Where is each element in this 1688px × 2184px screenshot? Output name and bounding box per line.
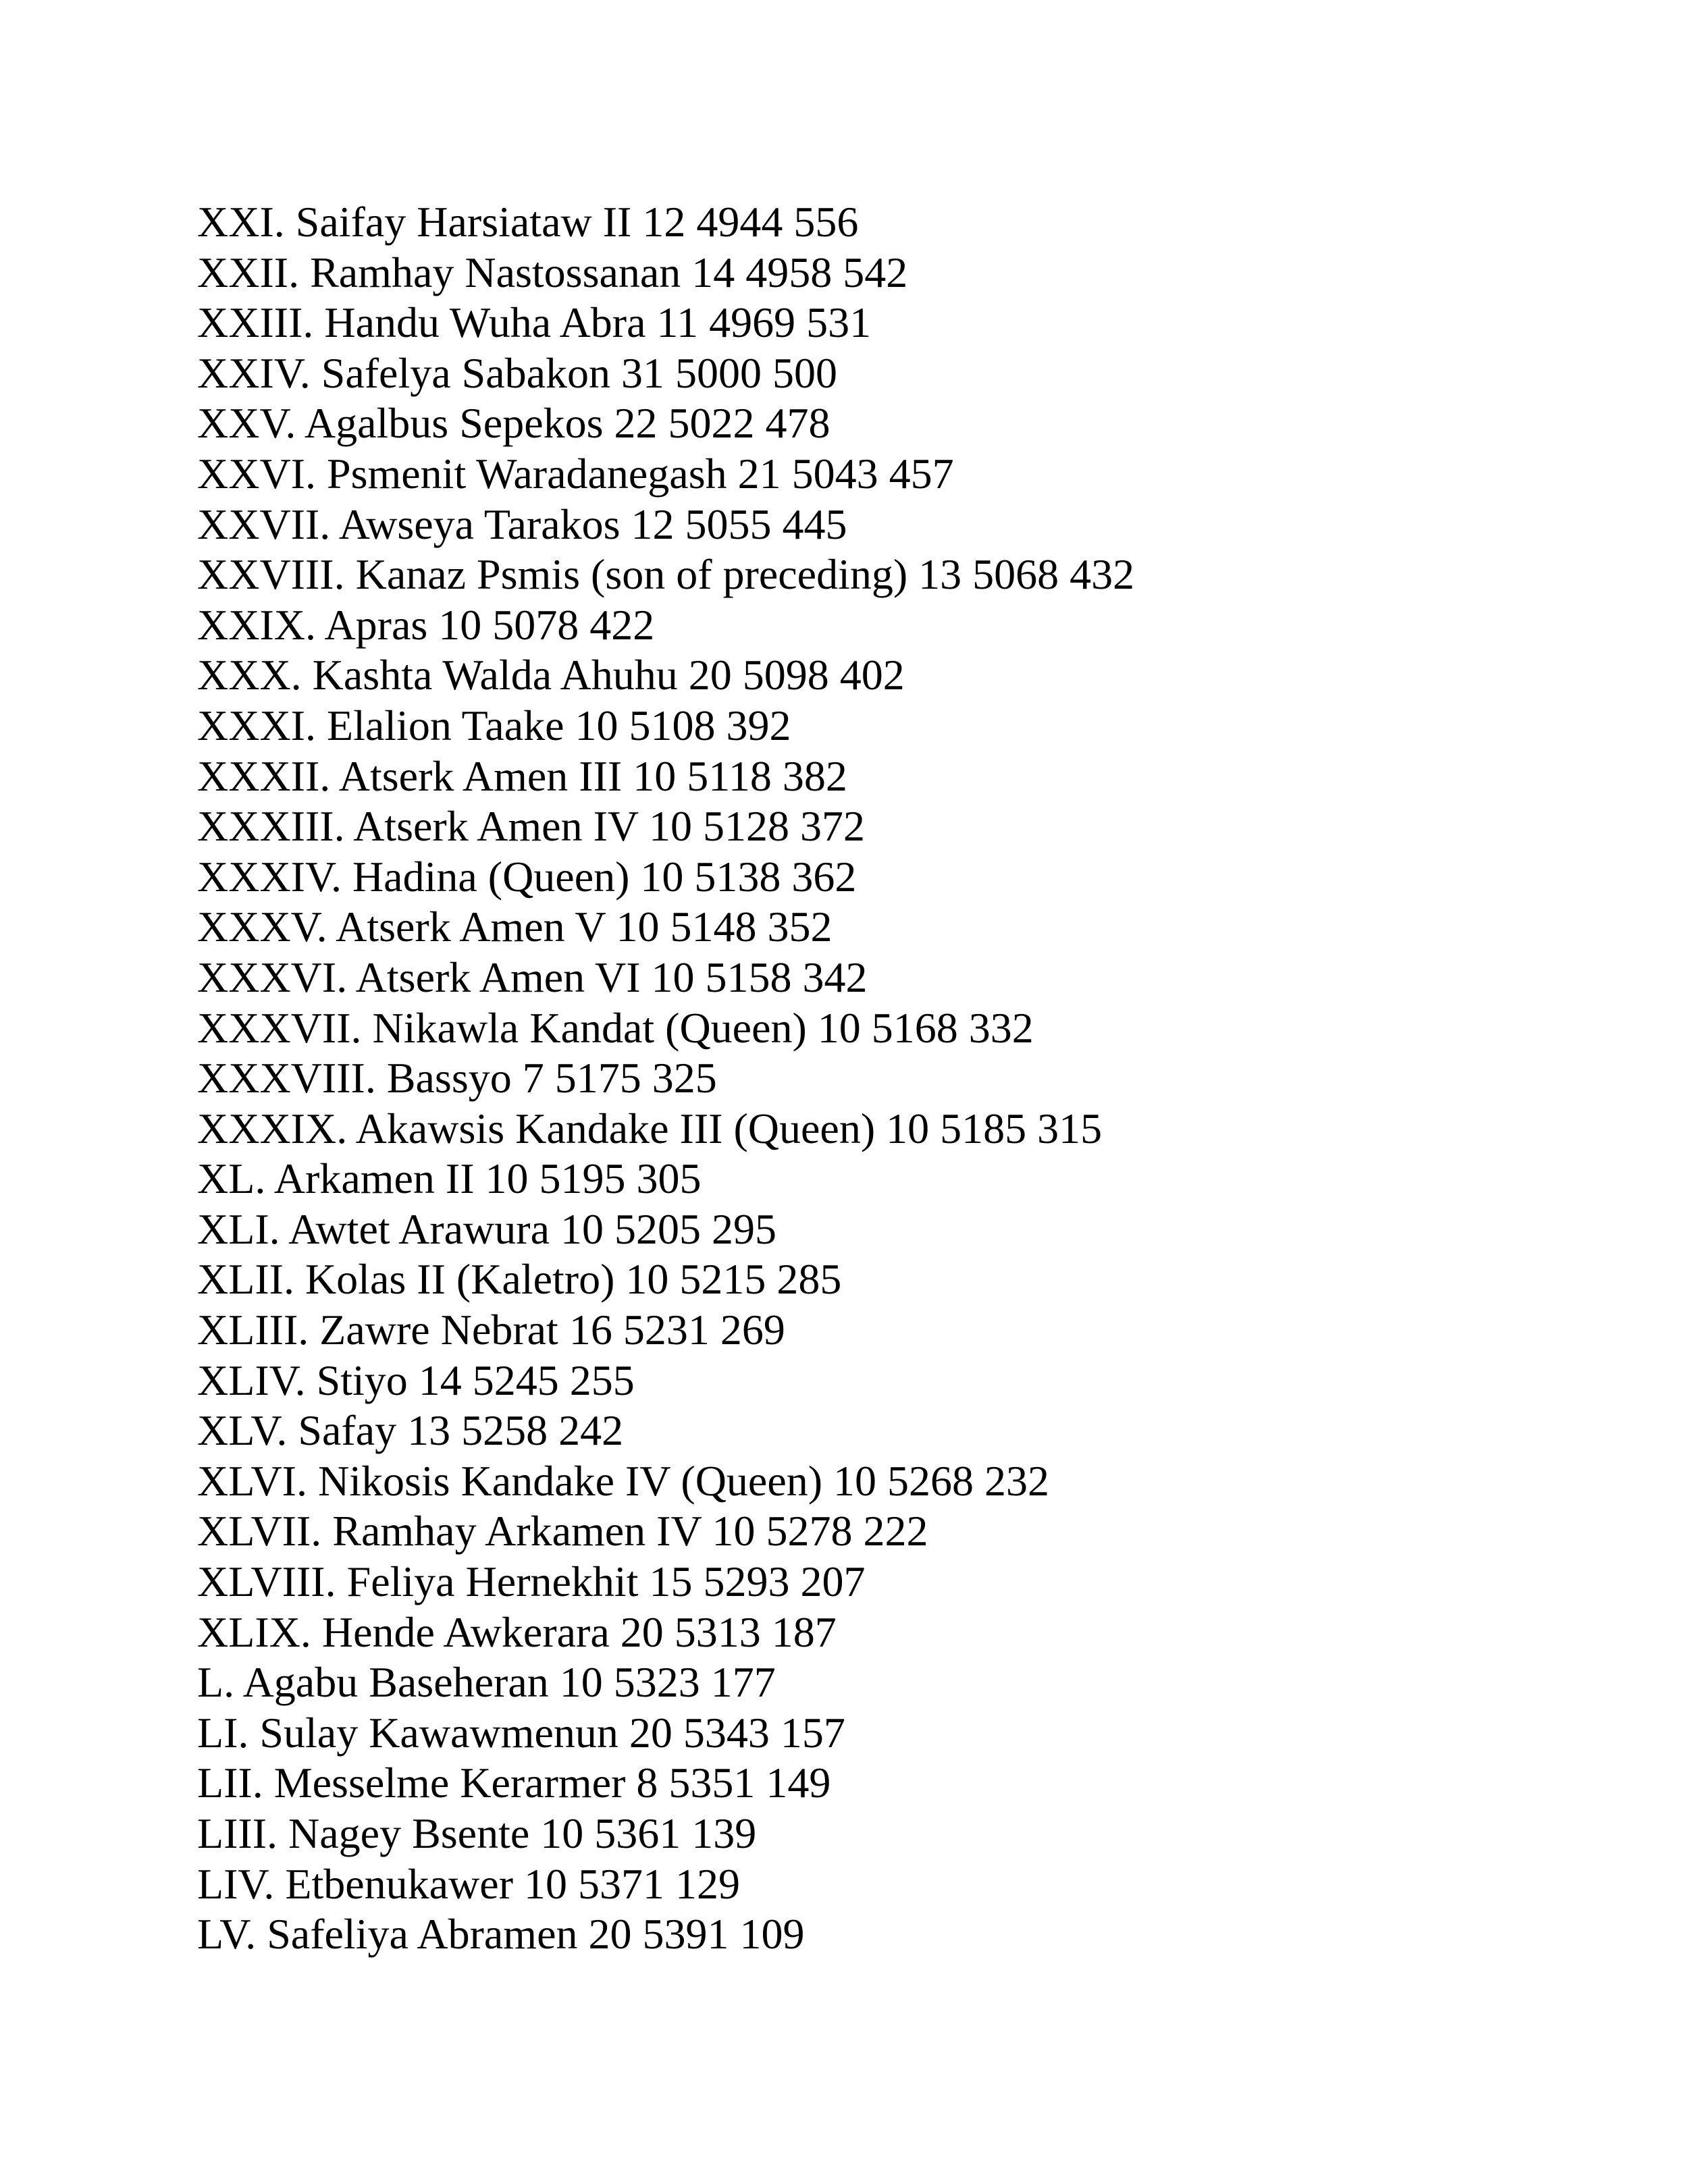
list-item: LIII. Nagey Bsente 10 5361 139 — [197, 1809, 757, 1857]
list-item: XXII. Ramhay Nastossanan 14 4958 542 — [197, 248, 908, 296]
list-item: XXV. Agalbus Sepekos 22 5022 478 — [197, 399, 830, 448]
list-item: XXXV. Atserk Amen V 10 5148 352 — [197, 903, 833, 951]
list-item: XLV. Safay 13 5258 242 — [197, 1406, 624, 1455]
list-item: XXVIII. Kanaz Psmis (son of preceding) 13 5068 432 — [197, 550, 1135, 599]
list-item: XXXVIII. Bassyo 7 5175 325 — [197, 1054, 717, 1102]
list-item: XLVIII. Feliya Hernekhit 15 5293 207 — [197, 1557, 866, 1606]
list-item: XXIX. Apras 10 5078 422 — [197, 600, 655, 649]
list-item: XLIII. Zawre Nebrat 16 5231 269 — [197, 1306, 785, 1354]
list-item: XXXIII. Atserk Amen IV 10 5128 372 — [197, 802, 865, 851]
list-item: XXXII. Atserk Amen III 10 5118 382 — [197, 751, 847, 800]
list-item: XXIV. Safelya Sabakon 31 5000 500 — [197, 348, 838, 397]
list-item: XXXI. Elalion Taake 10 5108 392 — [197, 701, 791, 749]
list-item: XLIX. Hende Awkerara 20 5313 187 — [197, 1607, 837, 1656]
list-item: XL. Arkamen II 10 5195 305 — [197, 1154, 702, 1203]
king-list — [197, 197, 1134, 1960]
list-item: XXIII. Handu Wuha Abra 11 4969 531 — [197, 298, 872, 347]
list-item: XXXVII. Nikawla Kandat (Queen) 10 5168 332 — [197, 1003, 1034, 1052]
list-item: LII. Messelme Kerarmer 8 5351 149 — [197, 1759, 831, 1807]
list-item: XXI. Saifay Harsiataw II 12 4944 556 — [197, 198, 859, 246]
list-item: XXXVI. Atserk Amen VI 10 5158 342 — [197, 953, 868, 1001]
list-item: LI. Sulay Kawawmenun 20 5343 157 — [197, 1708, 845, 1757]
list-item: XXXIX. Akawsis Kandake III (Queen) 10 5185 315 — [197, 1104, 1103, 1152]
list-item: XLI. Awtet Arawura 10 5205 295 — [197, 1204, 776, 1253]
list-item: LIV. Etbenukawer 10 5371 129 — [197, 1859, 740, 1908]
list-item: XXXIV. Hadina (Queen) 10 5138 362 — [197, 852, 857, 901]
list-item: XLVI. Nikosis Kandake IV (Queen) 10 5268 232 — [197, 1456, 1050, 1505]
list-item: XXX. Kashta Walda Ahuhu 20 5098 402 — [197, 651, 905, 699]
list-item: LV. Safeliya Abramen 20 5391 109 — [197, 1910, 805, 1959]
list-item: XXVI. Psmenit Waradanegash 21 5043 457 — [197, 449, 954, 498]
list-item: L. Agabu Baseheran 10 5323 177 — [197, 1658, 776, 1707]
list-item: XLVII. Ramhay Arkamen IV 10 5278 222 — [197, 1507, 928, 1555]
list-item: XXVII. Awseya Tarakos 12 5055 445 — [197, 500, 847, 548]
list-item: XLIV. Stiyo 14 5245 255 — [197, 1356, 635, 1404]
list-item: XLII. Kolas II (Kaletro) 10 5215 285 — [197, 1255, 842, 1304]
